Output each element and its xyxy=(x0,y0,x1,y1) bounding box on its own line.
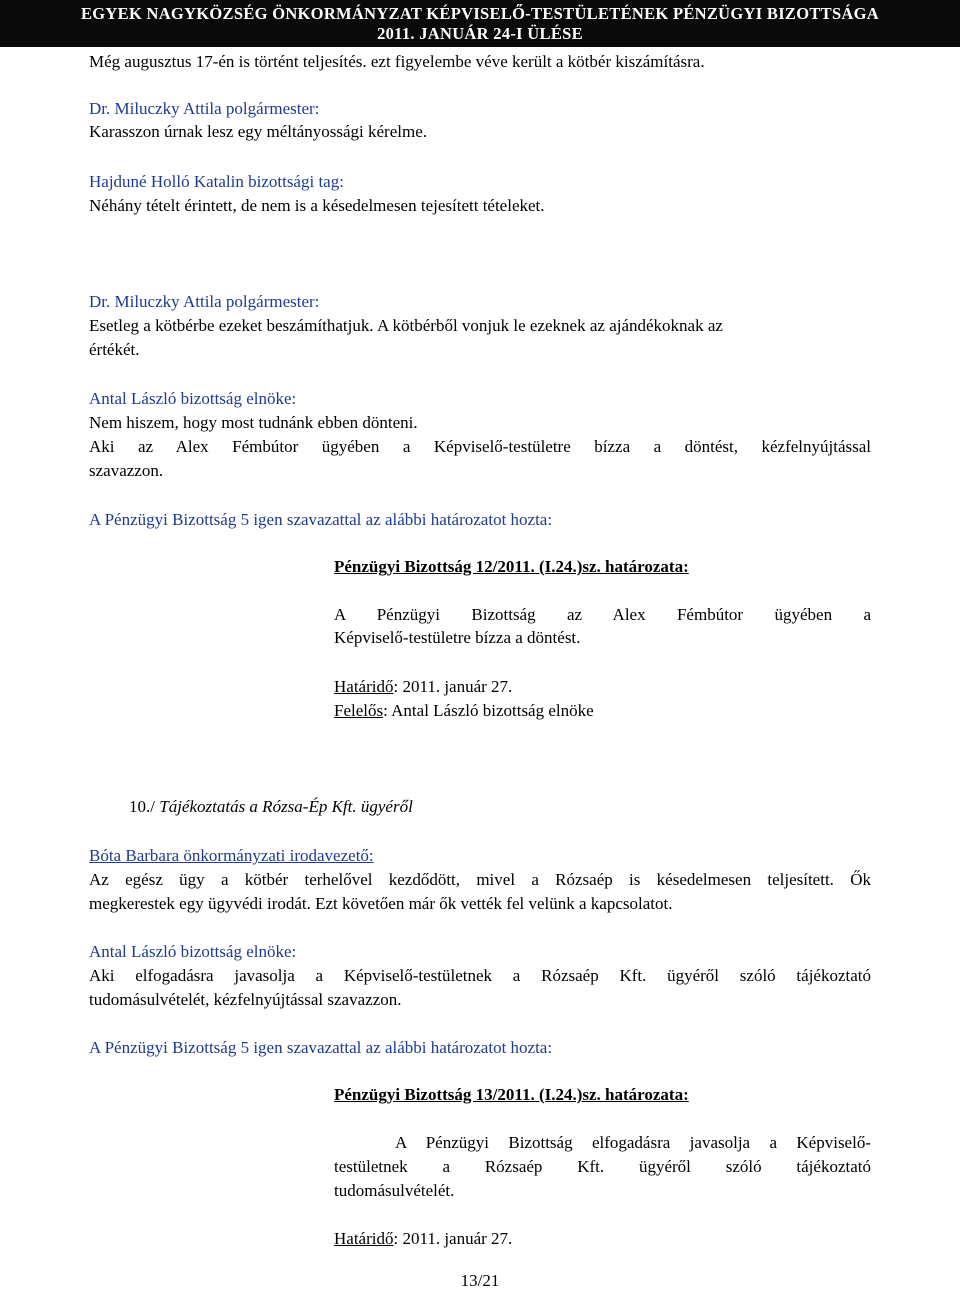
responsible-value: : Antal László bizottság elnöke xyxy=(383,701,594,720)
resolution-responsible xyxy=(334,701,594,721)
responsible-label: Felelős xyxy=(334,701,384,720)
resolution-title: Pénzügyi Bizottság 12/2011. (I.24.)sz. határozata: xyxy=(334,557,689,576)
header-subtitle: 2011. JANUÁR 24-I ÜLÉSE xyxy=(377,24,583,43)
page-header xyxy=(0,0,960,47)
deadline-value: : 2011. január 27. xyxy=(393,1229,513,1248)
speech-text: szavazzon. xyxy=(89,461,164,480)
speaker-label: Dr. Miluczky Attila polgármester: xyxy=(89,99,320,118)
speech-text: Karasszon úrnak lesz egy méltányossági kérelme. xyxy=(89,122,427,141)
speech-text: Aki elfogadásra javasolja a Képviselő-testületnek a Rózsaép Kft. ügyéről szóló tájékoztató xyxy=(89,966,871,985)
speech-text: Esetleg a kötbérbe ezeket beszámíthatjuk. A kötbérből vonjuk le ezeknek az ajándékoknak az xyxy=(89,316,723,335)
resolution-text: tudomásulvételét. xyxy=(334,1181,455,1200)
deadline-label: Határidő xyxy=(334,1229,394,1248)
resolution-text: testületnek a Rózsaép Kft. ügyéről szóló tájékoztató xyxy=(334,1157,871,1176)
speaker-label: Hajduné Holló Katalin bizottsági tag: xyxy=(89,172,344,191)
speaker-label: Antal László bizottság elnöke: xyxy=(89,942,297,961)
speech-text: Néhány tételt érintett, de nem is a késedelmesen tejesített tételeket. xyxy=(89,196,545,215)
speech-text: megkerestek egy ügyvédi irodát. Ezt követően már ők vették fel velünk a kapcsolatot. xyxy=(89,894,673,913)
speaker-label: Dr. Miluczky Attila polgármester: xyxy=(89,292,320,311)
deadline-value: : 2011. január 27. xyxy=(393,677,513,696)
page-number: 13/21 xyxy=(460,1271,500,1290)
speech-text: tudomásulvételét, kézfelnyújtással szavazzon. xyxy=(89,990,402,1009)
resolution-text: Képviselő-testületre bízza a döntést. xyxy=(334,628,581,647)
resolution-deadline xyxy=(334,677,512,697)
speech-text: Nem hiszem, hogy most tudnánk ebben dönteni. xyxy=(89,413,418,432)
speech-text: Aki az Alex Fémbútor ügyében a Képviselő-testületre bízza a döntést, kézfelnyújtással xyxy=(89,437,871,456)
paragraph: Még augusztus 17-én is történt teljesítés. ezt figyelembe véve került a kötbér kiszámításra. xyxy=(89,52,705,71)
resolution-title: Pénzügyi Bizottság 13/2011. (I.24.)sz. határozata: xyxy=(334,1085,689,1104)
speech-text: Az egész ügy a kötbér terhelővel kezdődött, mivel a Rózsaép is késedelmesen teljesített. Ők xyxy=(89,870,871,889)
agenda-number: 10./ xyxy=(129,797,155,816)
resolution-text: A Pénzügyi Bizottság az Alex Fémbútor ügyében a xyxy=(334,605,871,624)
speech-text: értékét. xyxy=(89,340,140,359)
deadline-label: Határidő xyxy=(334,677,394,696)
header-title: EGYEK NAGYKÖZSÉG ÖNKORMÁNYZAT KÉPVISELŐ-TESTÜLETÉNEK PÉNZÜGYI BIZOTTSÁGA xyxy=(80,4,880,23)
speaker-label: Bóta Barbara önkormányzati irodavezető: xyxy=(89,846,374,865)
resolution-text: A Pénzügyi Bizottság elfogadásra javasolja a Képviselő- xyxy=(395,1133,871,1152)
vote-statement: A Pénzügyi Bizottság 5 igen szavazattal az alábbi határozatot hozta: xyxy=(89,510,553,529)
resolution-deadline xyxy=(334,1229,512,1249)
speaker-label: Antal László bizottság elnöke: xyxy=(89,389,297,408)
vote-statement: A Pénzügyi Bizottság 5 igen szavazattal az alábbi határozatot hozta: xyxy=(89,1038,553,1057)
agenda-item xyxy=(129,797,413,817)
agenda-title: Tájékoztatás a Rózsa-Ép Kft. ügyéről xyxy=(159,797,413,816)
